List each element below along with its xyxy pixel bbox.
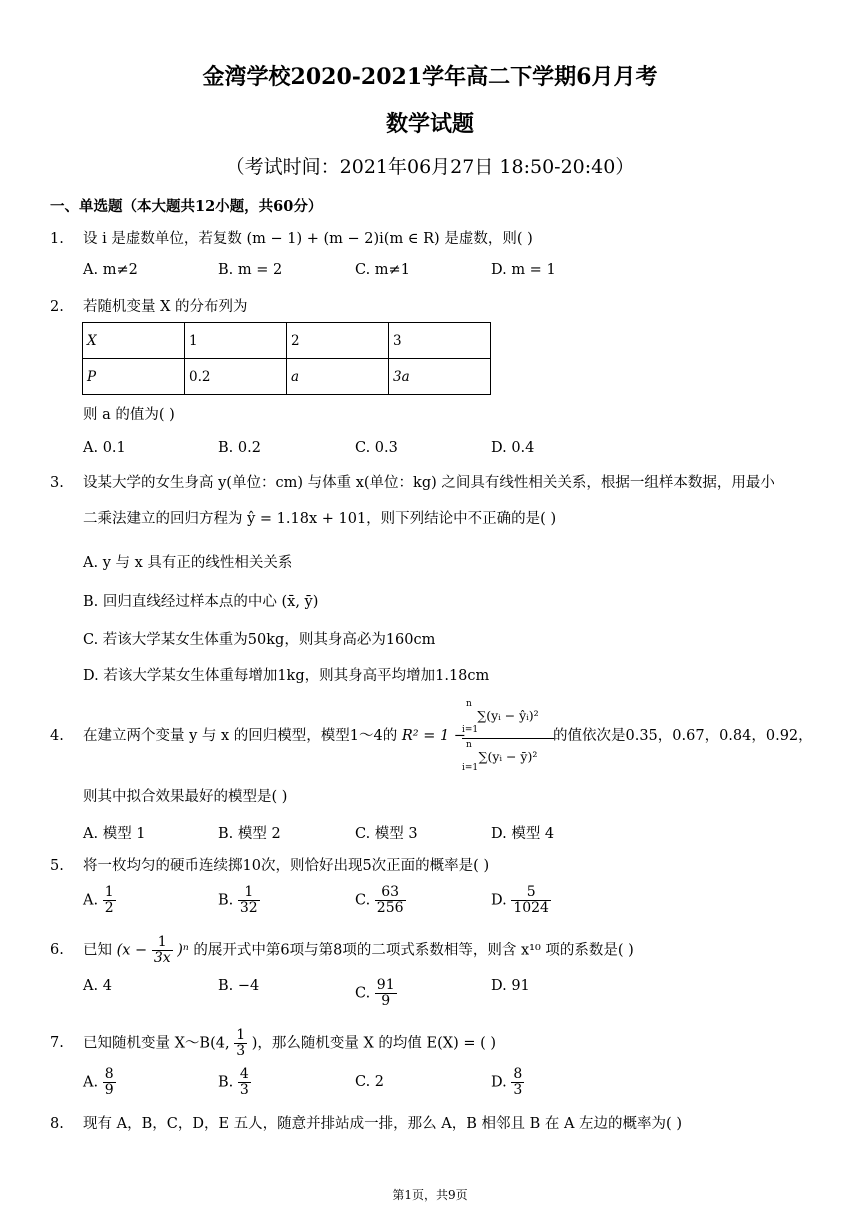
distribution-table bbox=[82, 322, 491, 395]
question-stem: 已知随机变量 X～B(4, bbox=[83, 1035, 230, 1052]
binomial-expr: (x − bbox=[116, 942, 148, 959]
fraction bbox=[234, 1028, 247, 1059]
question-stem: 已知 bbox=[83, 942, 112, 959]
option-d bbox=[491, 885, 551, 916]
table-cell: 2 bbox=[287, 323, 389, 359]
option-c: C. 0.3 bbox=[355, 440, 398, 456]
sum-lower-limit: i=1 bbox=[462, 763, 479, 773]
question-stem: 设 i 是虚数单位，若复数 (m − 1) + (m − 2)i(m ∈ R) 是虚数，则( ) bbox=[83, 231, 533, 247]
question-1 bbox=[50, 228, 820, 250]
question-number: 8. bbox=[50, 1116, 64, 1132]
question-number: 1. bbox=[50, 231, 64, 247]
option-d bbox=[491, 1067, 524, 1098]
option-b: B. 回归直线经过样本点的中心 (x̄, ȳ) bbox=[83, 594, 319, 610]
question-stem: 将一枚均匀的硬币连续掷10次，则恰好出现5次正面的概率是( ) bbox=[83, 858, 490, 874]
fraction bbox=[511, 1067, 524, 1098]
option-a: A. 4 bbox=[83, 978, 112, 994]
option-b: B. 模型 2 bbox=[218, 826, 281, 842]
numerator: 4 bbox=[239, 1066, 249, 1082]
option-a: A. m≠2 bbox=[83, 262, 138, 278]
numerator: 1 bbox=[238, 885, 260, 901]
question-4-ask bbox=[50, 786, 820, 808]
option-a: A. 模型 1 bbox=[83, 826, 146, 842]
numerator: 1 bbox=[104, 884, 114, 900]
table-cell: 3 bbox=[389, 323, 491, 359]
fraction bbox=[238, 885, 260, 916]
denominator: 2 bbox=[104, 900, 114, 916]
r-squared-fraction bbox=[462, 700, 554, 773]
fraction bbox=[103, 1067, 116, 1098]
option-d: D. 91 bbox=[491, 978, 530, 994]
option-letter: A. bbox=[83, 1074, 99, 1091]
numerator: 91 bbox=[376, 977, 395, 993]
question-number: 7. bbox=[50, 1035, 64, 1051]
numerator: 1 bbox=[152, 935, 173, 951]
fraction bbox=[152, 935, 173, 966]
table-cell: 0.2 bbox=[185, 359, 287, 395]
numerator: 1 bbox=[236, 1027, 246, 1043]
option-c bbox=[355, 885, 406, 916]
option-d: D. 若该大学某女生体重每增加1kg，则其身高平均增加1.18cm bbox=[83, 668, 490, 684]
sum-lower-limit: i=1 bbox=[462, 726, 554, 739]
question-stem: 若随机变量 X 的分布列为 bbox=[83, 299, 248, 315]
question-8 bbox=[50, 1113, 820, 1135]
question-2 bbox=[50, 296, 820, 318]
r-squared-denominator: ∑(yᵢ − ȳ)² bbox=[478, 749, 538, 764]
option-a bbox=[83, 885, 116, 916]
numerator: 63 bbox=[375, 885, 406, 901]
fraction bbox=[375, 885, 406, 916]
question-stem: 则 a 的值为( ) bbox=[83, 407, 175, 423]
question-stem: 在建立两个变量 y 与 x 的回归模型，模型1～4的 bbox=[83, 728, 398, 744]
question-stem: 现有 A，B，C，D，E 五人，随意并排站成一排，那么 A，B 相邻且 B 在 A 左边的概率为( ) bbox=[83, 1116, 682, 1132]
option-a bbox=[83, 1067, 116, 1098]
option-b bbox=[218, 885, 260, 916]
section-heading: 一、单选题（本大题共12小题，共60分） bbox=[50, 198, 323, 215]
question-number: 2. bbox=[50, 299, 64, 315]
exam-subject: 数学试题 bbox=[385, 111, 474, 137]
denominator: 9 bbox=[104, 1082, 114, 1098]
sum-upper-limit: n bbox=[466, 740, 472, 750]
table-cell: a bbox=[287, 359, 389, 395]
option-letter: B. bbox=[218, 892, 234, 909]
question-number: 4. bbox=[50, 728, 64, 744]
fraction bbox=[511, 885, 551, 916]
question-stem-line-2: 二乘法建立的回归方程为 ŷ = 1.18x + 101，则下列结论中不正确的是( ) bbox=[83, 511, 557, 527]
question-stem-line-1: 设某大学的女生身高 y(单位：cm) 与体重 x(单位：kg) 之间具有线性相关关系，根据一组样本数据，用最小 bbox=[83, 475, 775, 491]
table-cell: 3a bbox=[389, 359, 491, 395]
option-d: D. 0.4 bbox=[491, 440, 535, 456]
option-b: B. m = 2 bbox=[218, 262, 283, 278]
numerator: 8 bbox=[104, 1066, 114, 1082]
table-cell: X bbox=[83, 323, 185, 359]
option-d: D. 模型 4 bbox=[491, 826, 555, 842]
exam-title: 金湾学校2020-2021学年高二下学期6月月考 bbox=[202, 64, 658, 90]
option-letter: B. bbox=[218, 1074, 234, 1091]
question-6 bbox=[50, 935, 820, 966]
denominator: 9 bbox=[381, 993, 391, 1009]
option-c bbox=[355, 978, 397, 1009]
question-4 bbox=[50, 700, 820, 772]
table-cell: 1 bbox=[185, 323, 287, 359]
option-c: C. 若该大学某女生体重为50kg，则其身高必为160cm bbox=[83, 632, 436, 648]
question-3 bbox=[50, 472, 820, 530]
page-footer: 第1页，共9页 bbox=[392, 1188, 468, 1202]
option-b: B. 0.2 bbox=[218, 440, 261, 456]
numerator: 5 bbox=[511, 885, 551, 901]
question-5 bbox=[50, 855, 820, 877]
fraction bbox=[103, 885, 116, 916]
denominator: 32 bbox=[239, 900, 258, 916]
exam-time: （考试时间：2021年06月27日 18:50-20:40） bbox=[225, 156, 635, 178]
fraction bbox=[375, 978, 397, 1009]
option-letter: D. bbox=[491, 892, 507, 909]
denominator: 3 bbox=[239, 1082, 249, 1098]
option-a: A. y 与 x 具有正的线性相关关系 bbox=[83, 555, 293, 571]
question-stem: 的展开式中第6项与第8项的二项式系数相等，则含 x¹⁰ 项的系数是( ) bbox=[193, 942, 634, 959]
r-squared-numerator: ∑(yᵢ − ŷᵢ)² bbox=[477, 708, 539, 723]
binomial-expr: )ⁿ bbox=[177, 942, 189, 959]
question-stem: 则其中拟合效果最好的模型是( ) bbox=[83, 789, 288, 805]
question-2-ask bbox=[50, 404, 820, 426]
question-number: 3. bbox=[50, 475, 64, 491]
option-c: C. 2 bbox=[355, 1074, 385, 1090]
denominator: 3x bbox=[153, 950, 171, 966]
question-7 bbox=[50, 1028, 820, 1059]
fraction bbox=[238, 1067, 251, 1098]
option-c: C. 模型 3 bbox=[355, 826, 418, 842]
option-letter: C. bbox=[355, 985, 371, 1002]
table-row bbox=[83, 359, 491, 395]
option-letter: D. bbox=[491, 1074, 507, 1091]
option-b bbox=[218, 1067, 251, 1098]
question-stem: )，那么随机变量 X 的均值 E(X) = ( ) bbox=[251, 1035, 497, 1052]
question-stem: 的值依次是0.35，0.67，0.84，0.92， bbox=[553, 728, 813, 744]
option-a: A. 0.1 bbox=[83, 440, 126, 456]
option-letter: C. bbox=[355, 892, 371, 909]
table-row bbox=[83, 323, 491, 359]
option-c: C. m≠1 bbox=[355, 262, 410, 278]
r-squared-lhs: R² = 1 − bbox=[401, 728, 466, 744]
option-d: D. m = 1 bbox=[491, 262, 556, 278]
option-letter: A. bbox=[83, 892, 99, 909]
denominator: 3 bbox=[513, 1082, 523, 1098]
numerator: 8 bbox=[513, 1066, 523, 1082]
denominator: 1024 bbox=[513, 900, 549, 916]
table-cell: P bbox=[83, 359, 185, 395]
sum-upper-limit: n bbox=[466, 699, 472, 709]
option-b: B. −4 bbox=[218, 978, 260, 994]
denominator: 256 bbox=[376, 900, 404, 916]
denominator: 3 bbox=[236, 1043, 246, 1059]
question-number: 5. bbox=[50, 858, 64, 874]
question-number: 6. bbox=[50, 942, 64, 958]
